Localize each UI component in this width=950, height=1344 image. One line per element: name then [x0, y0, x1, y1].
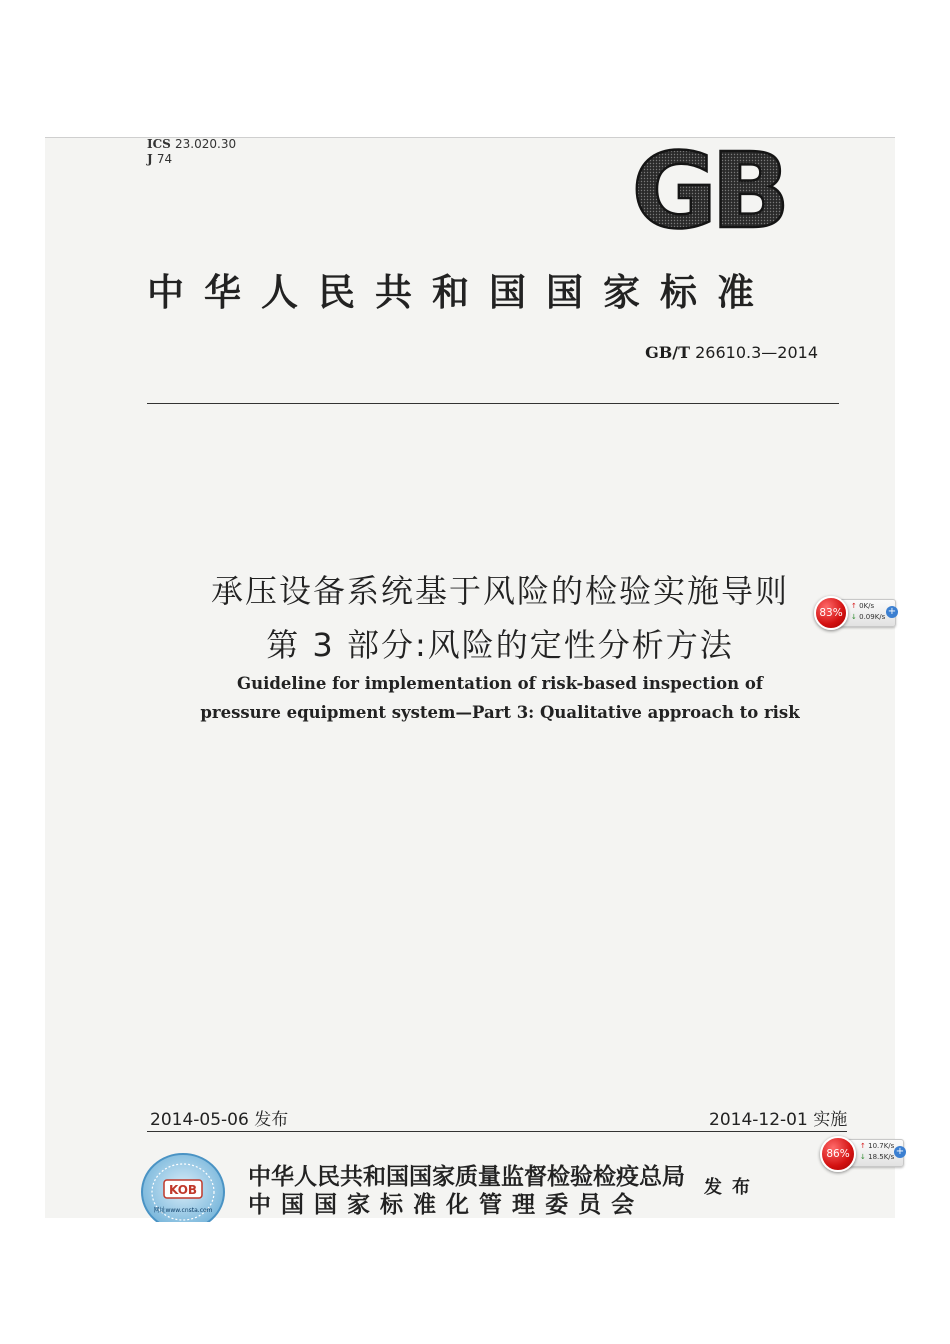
download-speed: [860, 1153, 894, 1161]
upload-arrow-icon: ↑: [860, 1142, 866, 1150]
title-zh-line1: 承压设备系统基于风险的检验实施导则: [210, 572, 789, 610]
issuer-sac: 中 国 国 家 标 准 化 管 理 委 员 会: [248, 1191, 636, 1218]
expand-plus-icon[interactable]: +: [887, 606, 897, 617]
title-zh-line2: 第 3 部分:风险的定性分析方法: [266, 626, 734, 664]
download-arrow-icon: ↓: [860, 1153, 866, 1161]
expand-plus-icon[interactable]: +: [895, 1146, 905, 1157]
seal-bottom-text: 网址www.cnsta.com: [153, 1207, 213, 1214]
upload-speed-value: 10.7K/s: [868, 1142, 895, 1150]
national-standard-heading: 中华人民共和国国家标准: [147, 270, 774, 314]
seal-center-text: KOB: [168, 1183, 198, 1197]
ccs-value: 74: [156, 152, 173, 166]
standard-prefix: GB/T: [645, 343, 691, 362]
date-divider: [147, 1131, 847, 1132]
publish-label: 发布: [704, 1177, 760, 1198]
download-speed-value: 0.09K/s: [859, 613, 886, 621]
download-arrow-icon: ↓: [851, 613, 857, 621]
ccs-label: J: [147, 152, 153, 166]
issuer-aqsiq: 中华人民共和国国家质量监督检验检疫总局: [248, 1163, 685, 1190]
ics-value: 23.020.30: [175, 137, 237, 151]
speed-widget-percent[interactable]: 83%: [814, 596, 848, 630]
speed-widget-percent[interactable]: 86%: [820, 1136, 856, 1172]
gb-logo: [622, 147, 794, 235]
download-speed-value: 18.5K/s: [868, 1153, 895, 1161]
download-speed: [851, 613, 885, 621]
standard-number-value: 26610.3—2014: [695, 343, 818, 362]
gb-logo-text: GB: [631, 147, 785, 235]
ics-label: ICS: [147, 137, 171, 151]
classification-codes: [147, 137, 236, 167]
speed-widget-1[interactable]: [812, 596, 898, 630]
upload-speed: [860, 1142, 894, 1150]
issue-date: 2014-05-06 发布: [150, 1110, 289, 1130]
title-en-line1: Guideline for implementation of risk-based inspection of: [236, 674, 764, 693]
speed-widget-2[interactable]: [818, 1136, 906, 1170]
standard-number: [560, 343, 818, 362]
upload-speed: [851, 602, 874, 610]
upload-arrow-icon: ↑: [851, 602, 857, 610]
implement-date: 2014-12-01 实施: [709, 1110, 848, 1130]
header-divider: [147, 403, 839, 404]
certification-seal: [140, 1152, 226, 1222]
upload-speed-value: 0K/s: [859, 602, 875, 610]
title-en-line2: pressure equipment system—Part 3: Qualitative approach to risk: [200, 703, 800, 722]
